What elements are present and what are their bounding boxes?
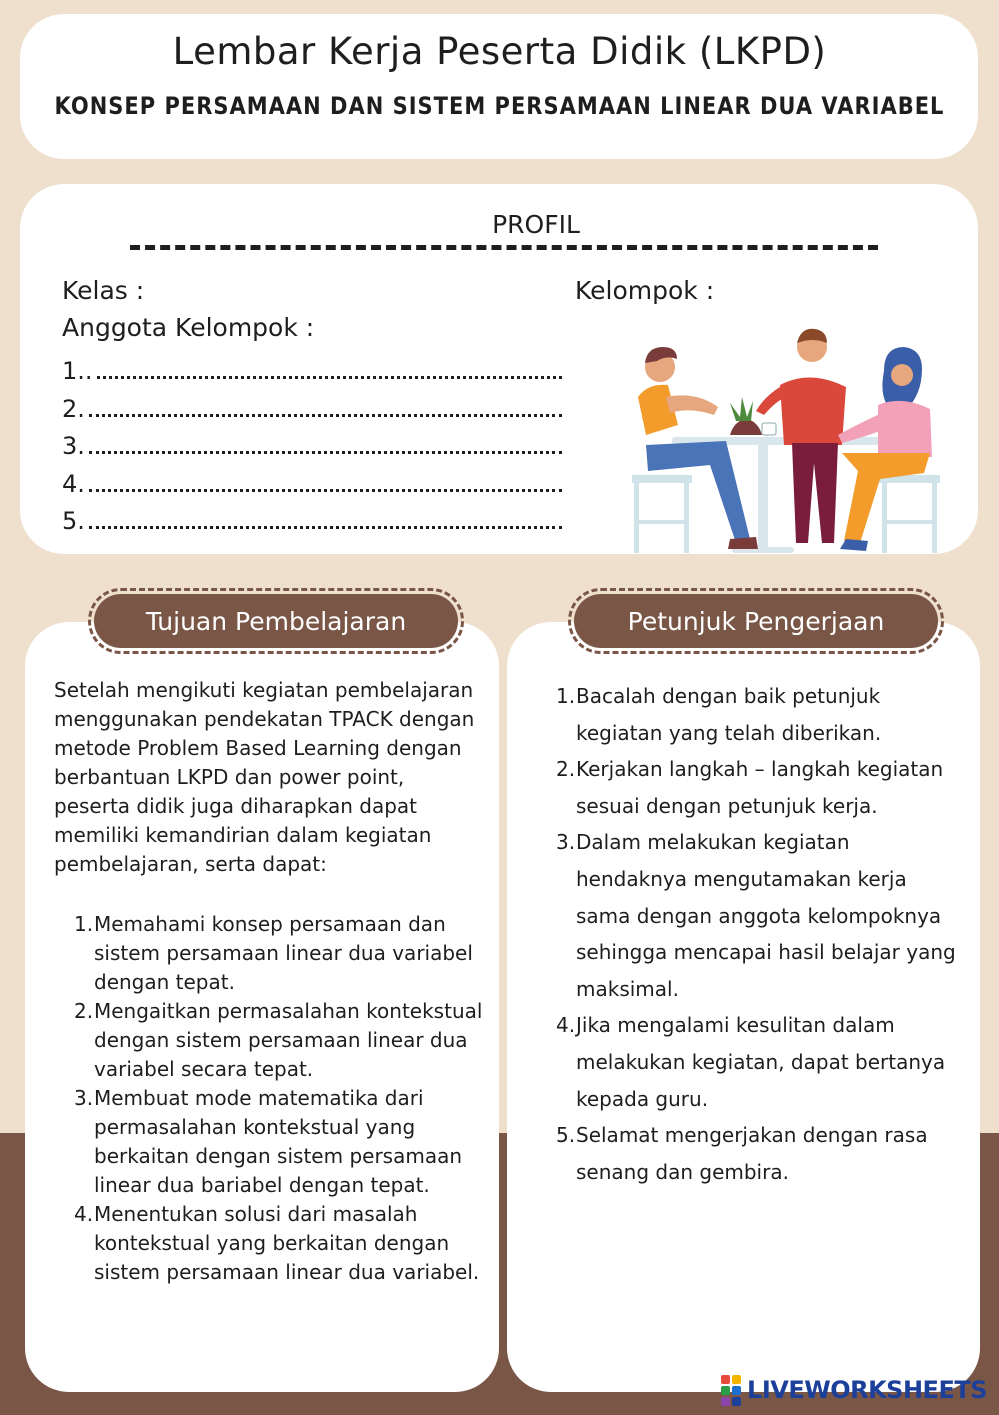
member-row-2[interactable]: [62, 389, 562, 423]
page-subtitle: KONSEP PERSAMAAN DAN SISTEM PERSAMAAN LINEAR DUA VARIABEL: [54, 92, 945, 120]
list-text: Membuat mode matematika dari permasalahan kontekstual yang berkaitan dengan sistem persamaan linear dua bariabel dengan tepat.: [94, 1086, 463, 1197]
profil-divider: [130, 245, 878, 250]
kelompok-label: Kelompok :: [575, 276, 715, 305]
list-item: [556, 751, 966, 824]
list-text: Bacalah dengan baik petunjuk kegiatan yang telah diberikan.: [576, 684, 882, 745]
member-blank[interactable]: [89, 526, 562, 529]
member-number: 2.: [62, 395, 85, 423]
tujuan-list: [74, 910, 494, 1287]
list-text: Mengaitkan permasalahan kontekstual dengan sistem persamaan linear dua variabel secara tepat.: [94, 999, 483, 1081]
member-blank[interactable]: [97, 376, 562, 379]
page-title: Lembar Kerja Peserta Didik (LKPD): [172, 30, 827, 73]
member-row-5[interactable]: [62, 501, 562, 535]
member-blank[interactable]: [89, 489, 562, 492]
kelas-label: Kelas :: [62, 276, 145, 305]
list-text: Selamat mengerjakan dengan rasa senang dan gembira.: [576, 1123, 928, 1184]
list-number: 3.: [556, 830, 576, 855]
list-item: [556, 824, 966, 1007]
member-number: 1..: [62, 357, 93, 385]
tujuan-intro: Setelah mengikuti kegiatan pembelajaran menggunakan pendekatan TPACK dengan metode Problem Based Learning dengan berbantuan LKPD dan power point, peserta didik juga diharapkan dapat memiliki kemandirian dalam kegiatan pembelajaran, serta dapat:: [54, 678, 475, 876]
list-item: [74, 1084, 494, 1200]
tab-label: Petunjuk Pengerjaan: [627, 606, 885, 636]
member-number: 4.: [62, 470, 85, 498]
list-number: 3.: [74, 1086, 94, 1110]
tab-petunjuk-pengerjaan: [574, 594, 938, 648]
member-row-1[interactable]: [62, 351, 562, 385]
list-text: Kerjakan langkah – langkah kegiatan sesuai dengan petunjuk kerja.: [576, 757, 944, 818]
list-item: [74, 997, 494, 1084]
petunjuk-list: [556, 678, 966, 1190]
list-number: 1.: [556, 684, 576, 708]
list-item: [74, 910, 494, 997]
anggota-label: Anggota Kelompok :: [62, 313, 315, 342]
liveworksheets-logo-icon: [721, 1375, 741, 1406]
tab-tujuan-pembelajaran: [94, 594, 458, 648]
list-item: [74, 1200, 494, 1287]
member-number: 5.: [62, 507, 85, 535]
member-row-4[interactable]: [62, 464, 562, 498]
list-number: 1.: [74, 912, 94, 936]
list-number: 5.: [556, 1123, 576, 1148]
list-number: 2.: [556, 757, 576, 782]
tab-label: Tujuan Pembelajaran: [145, 606, 407, 636]
list-item: [556, 1117, 966, 1190]
profil-heading: PROFIL: [492, 210, 580, 239]
people-at-table-illustration: [620, 325, 950, 555]
list-item: [556, 678, 966, 751]
member-row-3[interactable]: [62, 426, 562, 460]
list-item: [556, 1007, 966, 1117]
watermark-text: LIVEWORKSHEETS: [747, 1376, 987, 1404]
member-blank[interactable]: [89, 451, 562, 454]
list-number: 4.: [74, 1202, 94, 1226]
list-text: Dalam melakukan kegiatan hendaknya mengutamakan kerja sama dengan anggota kelompoknya sehingga mencapai hasil belajar yang maksimal.: [576, 830, 956, 1001]
list-text: Jika mengalami kesulitan dalam melakukan kegiatan, dapat bertanya kepada guru.: [576, 1013, 946, 1111]
list-number: 2.: [74, 999, 94, 1023]
member-blank[interactable]: [89, 414, 562, 417]
member-number: 3.: [62, 432, 85, 460]
liveworksheets-watermark[interactable]: [721, 1374, 987, 1406]
list-text: Memahami konsep persamaan dan sistem persamaan linear dua variabel dengan tepat.: [94, 912, 473, 994]
list-text: Menentukan solusi dari masalah kontekstual yang berkaitan dengan sistem persamaan linear dua variabel.: [94, 1202, 480, 1284]
list-number: 4.: [556, 1013, 576, 1038]
